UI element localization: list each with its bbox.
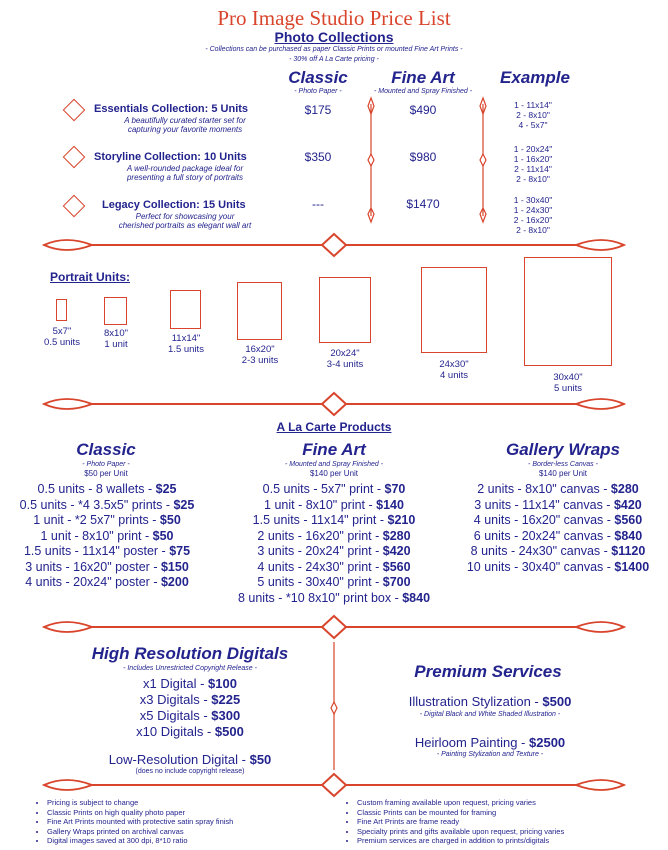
list-item: 4 units - 20x24" poster - $200: [25, 575, 189, 589]
collection-example: 1 - 30x40" 1 - 24x30" 2 - 16x20" 2 - 8x10": [513, 195, 553, 235]
list-item: 3 units - 16x20" poster - $150: [25, 559, 189, 574]
diamond-bullet-icon: [63, 146, 86, 169]
list-item: 8 units - 24x30" canvas - $1120: [470, 544, 646, 558]
list-item: 6 units - 20x24" canvas - $840: [473, 528, 643, 543]
section-title-photo-collections: Photo Collections: [274, 29, 394, 45]
ornament-divider: [0, 614, 668, 640]
list-item: 1.5 units - 11x14" poster - $75: [23, 544, 191, 558]
list-item: 2 units - 8x10" canvas - $280: [477, 482, 639, 496]
diamond-bullet-icon: [63, 99, 86, 122]
list-item: 10 units - 30x40" canvas - $1400: [466, 559, 650, 574]
premium-header: Premium Services: [414, 662, 562, 681]
footer-note: • Classic Prints can be mounted for framing: [357, 808, 656, 818]
collection-price-classic: ---: [312, 197, 324, 211]
collection-price-fineart: $490: [409, 103, 437, 117]
diamond-bullet-icon: [63, 195, 86, 218]
ornament-divider: [0, 772, 668, 798]
footer-note: • Fine Art Prints mounted with protective satin spray finish: [47, 817, 326, 827]
list-item: 0.5 units - *4 3.5x5" prints - $25: [19, 497, 195, 512]
digitals-sub: - Includes Unrestricted Copyright Release -: [123, 665, 257, 672]
intro-note-2: - 30% off A La Carte pricing -: [289, 56, 379, 63]
footer-note: • Pricing is subject to change: [47, 798, 326, 808]
list-item: x1 Digital - $100: [143, 676, 237, 691]
unit-size-5x7-box: [56, 299, 67, 321]
unit-label: 20x24" 3-4 units: [326, 348, 364, 370]
collection-example: 1 - 20x24" 1 - 16x20" 2 - 11x14" 2 - 8x10": [513, 144, 553, 184]
fineart-header: Fine Art: [302, 440, 366, 459]
classic-sub: - Photo Paper - $50 per Unit: [82, 461, 130, 478]
unit-size-20x24-box: [319, 277, 371, 343]
unit-size-11x14-box: [170, 290, 201, 329]
unit-label: 11x14" 1.5 units: [168, 333, 204, 355]
collection-example: 1 - 11x14" 2 - 8x10" 4 - 5x7": [514, 100, 552, 130]
col-classic-sub: - Photo Paper -: [294, 88, 342, 95]
col-fineart-header: Fine Art: [391, 68, 455, 87]
unit-label: 30x40" 5 units: [553, 372, 583, 394]
lowres-note: (does no include copyright release): [135, 768, 245, 775]
unit-label: 16x20" 2-3 units: [241, 344, 279, 366]
gallery-sub: - Border-less Canvas - $140 per Unit: [528, 461, 598, 478]
list-item: 2 units - 16x20" print - $280: [257, 528, 411, 543]
footer-note: • Specialty prints and gifts available upon request, pricing varies: [357, 827, 656, 837]
premium-service: Illustration Stylization - $500: [408, 694, 572, 709]
collection-desc: Perfect for showcasing your cherished portraits as elegant wall art: [118, 212, 252, 230]
list-item: 1 unit - 8x10" print - $50: [40, 528, 174, 543]
list-item: 4 units - 24x30" print - $560: [257, 559, 411, 574]
list-item: x3 Digitals - $225: [139, 692, 241, 707]
collection-price-classic: $175: [304, 103, 332, 117]
list-item: 8 units - *10 8x10" print box - $840: [237, 590, 431, 605]
list-item: 3 units - 20x24" print - $420: [257, 544, 411, 558]
digitals-list: [80, 676, 300, 740]
list-item: 0.5 units - 8 wallets - $25: [37, 482, 177, 496]
footer-note: • Digital images saved at 300 dpi, 8*10 ratio: [47, 836, 326, 846]
list-item: 4 units - 16x20" canvas - $560: [473, 513, 643, 527]
footer-note: • Premium services are charged in addition to prints/digitals: [357, 836, 656, 846]
footer-note: • Gallery Wraps printed on archival canvas: [47, 827, 326, 837]
premium-note: - Painting Stylization and Texture -: [436, 751, 544, 758]
vertical-ornament: [327, 638, 341, 776]
gallery-list: [448, 482, 668, 575]
col-classic-header: Classic: [288, 68, 348, 87]
footer-right: [346, 798, 656, 846]
collection-price-classic: $350: [304, 150, 332, 164]
list-item: 1 unit - *2 5x7" prints - $50: [33, 513, 181, 527]
unit-label: 24x30" 4 units: [439, 359, 469, 381]
footer-note: • Classic Prints on high quality photo paper: [47, 808, 326, 818]
gallery-header: Gallery Wraps: [505, 440, 621, 459]
intro-note-1: - Collections can be purchased as paper Classic Prints or mounted Fine Art Prints -: [205, 46, 463, 53]
column-divider-right: [476, 96, 490, 226]
footer-note: • Custom framing available upon request, pricing varies: [357, 798, 656, 808]
classic-header: Classic: [76, 440, 136, 459]
lowres-digital: Low-Resolution Digital - $50: [108, 752, 272, 767]
list-item: x5 Digitals - $300: [139, 708, 241, 723]
list-item: 3 units - 11x14" canvas - $420: [474, 497, 642, 512]
collection-price-fineart: $1470: [406, 197, 440, 211]
ornament-divider: [0, 391, 668, 417]
list-item: 0.5 units - 5x7" print - $70: [262, 482, 406, 496]
collection-name: Legacy Collection: 15 Units: [102, 199, 246, 211]
unit-size-30x40-box: [524, 257, 612, 366]
collection-name: Essentials Collection: 5 Units: [94, 103, 249, 115]
fineart-sub: - Mounted and Spray Finished - $140 per Unit: [284, 461, 384, 478]
fineart-list: [214, 482, 454, 606]
portrait-units-title: Portrait Units:: [50, 270, 131, 284]
unit-size-16x20-box: [237, 282, 282, 340]
list-item: 5 units - 30x40" print - $700: [257, 575, 411, 589]
list-item: 1 unit - 8x10" print - $140: [264, 497, 404, 512]
digitals-header: High Resolution Digitals: [91, 644, 289, 663]
unit-size-8x10-box: [104, 297, 127, 325]
unit-label: 5x7" 0.5 units: [44, 326, 80, 348]
alacarte-title: A La Carte Products: [276, 420, 392, 434]
premium-service: Heirloom Painting - $2500: [414, 735, 566, 750]
footer-note: • Fine Art Prints are frame ready: [357, 817, 656, 827]
unit-size-24x30-box: [421, 267, 487, 353]
classic-list: [0, 482, 214, 591]
list-item: 1.5 units - 11x14" print - $210: [252, 513, 416, 527]
collection-desc: A beautifully curated starter set for capturing your favorite moments: [124, 116, 246, 134]
collection-price-fineart: $980: [409, 150, 437, 164]
page-title: Pro Image Studio Price List: [217, 6, 451, 30]
collection-name: Storyline Collection: 10 Units: [94, 151, 247, 163]
footer-left: [36, 798, 326, 846]
list-item: x10 Digitals - $500: [136, 724, 244, 739]
premium-note: - Digital Black and White Shaded Illustration -: [419, 711, 561, 718]
column-divider-left: [364, 96, 378, 226]
col-fineart-sub: - Mounted and Spray Finished -: [373, 88, 473, 95]
ornament-divider: [0, 232, 668, 258]
collection-desc: A well-rounded package ideal for presenting a full story of portraits: [126, 164, 244, 182]
col-example-header: Example: [500, 68, 570, 87]
unit-label: 8x10" 1 unit: [104, 328, 128, 350]
